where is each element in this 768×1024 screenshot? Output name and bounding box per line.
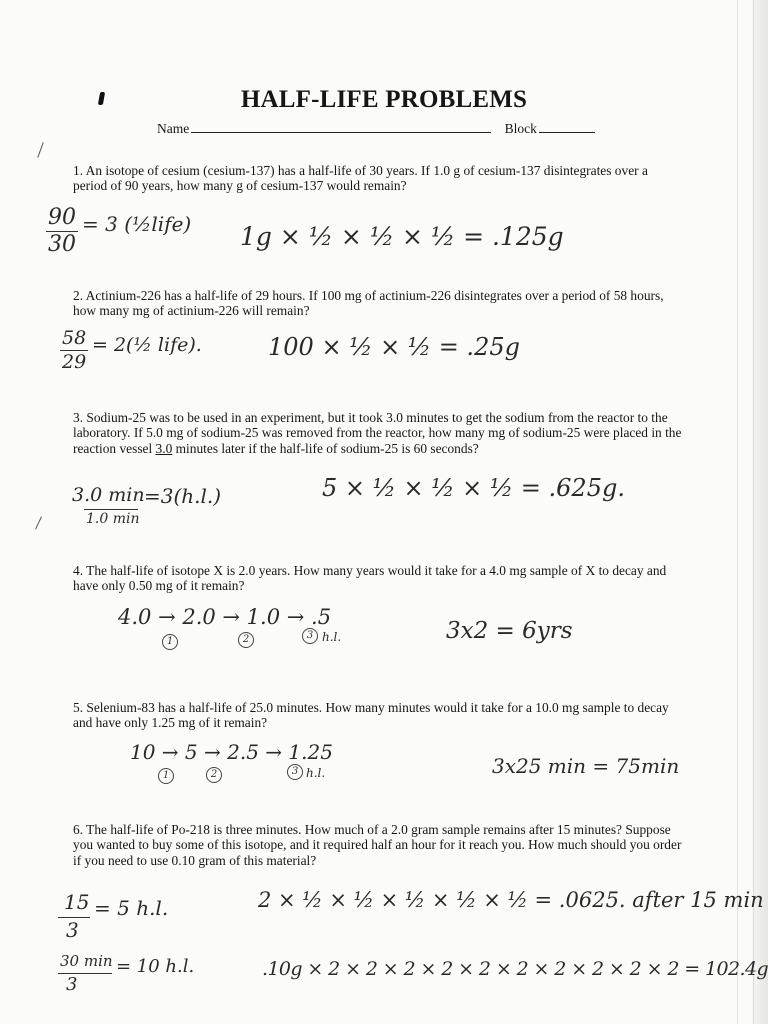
q2-frac-den: 29 [62,351,87,373]
question-2 [73,288,685,319]
q4-decay-chain: 4.0 → 2.0 → 1.0 → .5 [118,605,332,629]
q6-work-1: 2 × ½ × ½ × ½ × ½ × ½ = .0625. after 15 min [258,888,764,912]
page-title: HALF-LIFE PROBLEMS [240,86,528,113]
q1-frac-den: 30 [48,232,76,257]
q5-decay-chain: 10 → 5 → 2.5 → 1.25 [130,740,333,764]
q5-step-1: 1 [158,768,174,784]
question-3 [73,410,685,456]
q3-work: 5 × ½ × ½ × ½ = .625g. [322,474,625,502]
q6-work-2: .10g × 2 × 2 × 2 × 2 × 2 × 2 × 2 × 2 × 2 × 2 = 102.4g [262,958,768,980]
question-1 [73,163,685,194]
page-edge-shadow [753,0,768,1024]
question-5 [73,700,685,731]
q4-step-1: 1 [162,634,178,650]
fraction-bar [84,509,138,510]
q3-halflife-count: =3(h.l.) [144,484,222,508]
q4-hl-label: h.l. [322,630,342,644]
question-4 [73,563,685,594]
question-2-text: 2. Actinium-226 has a half-life of 29 hours. If 100 mg of actinium-226 disintegrates over a period of 58 hours, how many mg of actinium-226 will remain? [73,288,664,319]
q4-answer: 3x2 = 6yrs [446,618,573,644]
q2-frac-num: 58 [62,327,87,349]
q2-work: 100 × ½ × ½ = .25g [268,333,520,361]
page-fold-line [737,0,738,1024]
q6-frac1-den: 3 [66,918,79,942]
q6-frac1-num: 15 [64,890,90,914]
q1-frac-num: 90 [48,205,76,230]
q1-work: 1g × ½ × ½ × ½ = .125g [240,222,564,251]
block-field[interactable] [539,120,595,133]
name-field[interactable] [191,120,491,133]
q5-step-3: 3 [287,764,303,780]
q4-step-3: 3 [302,628,318,644]
question-5-text: 5. Selenium-83 has a half-life of 25.0 minutes. How many minutes would it take for a 10.0 mg sample to decay and have only 1.25 mg of it remain? [73,700,669,731]
q1-halflife-count: = 3 (½life) [82,212,192,236]
q2-halflife-count: = 2(½ life). [92,334,202,356]
q6-frac2-num: 30 min [60,952,113,970]
q6-frac2-den: 3 [66,974,78,995]
question-6-text: 6. The half-life of Po-218 is three minutes. How much of a 2.0 gram sample remains after 15 minutes? Suppose you wanted to buy some of this isotope, and it required half an hour for it reach you. How much should you order if you need to use 0.10 gram of this material? [73,822,682,868]
question-1-text: 1. An isotope of cesium (cesium-137) has a half-life of 30 years. If 1.0 g of cesium-137 disintegrates over a period of 90 years, how many g of cesium-137 would remain? [73,163,648,194]
question-6 [73,822,685,868]
q5-answer: 3x25 min = 75min [492,754,680,778]
underlined-minutes: 3.0 [155,440,173,456]
margin-tick [37,142,43,157]
question-4-text: 4. The half-life of isotope X is 2.0 years. How many years would it take for a 4.0 mg sample of X to decay and have only 0.50 mg of it remain? [73,563,667,594]
q3-frac-num: 3.0 min [72,484,145,506]
name-label: Name [157,121,190,136]
margin-tick [35,516,42,529]
question-3-text: 3. Sodium-25 was to be used in an experiment, but it took 3.0 minutes to get the sodium from the reactor to the laboratory. If 5.0 mg of sodium-25 was removed from the reactor, how many mg of sodium-25 were placed in the reaction vessel 3.0 minutes later if the half-life of sodium-25 is 60 seconds? [73,410,682,456]
q3-frac-den: 1.0 min [86,511,140,527]
q5-hl-label: h.l. [306,766,326,780]
q4-step-2: 2 [238,632,254,648]
q6-halflife-count-2: = 10 h.l. [116,956,195,977]
block-label: Block [504,121,537,136]
name-block-row [157,120,595,137]
q5-step-2: 2 [206,767,222,783]
q6-halflife-count-1: = 5 h.l. [94,896,169,920]
